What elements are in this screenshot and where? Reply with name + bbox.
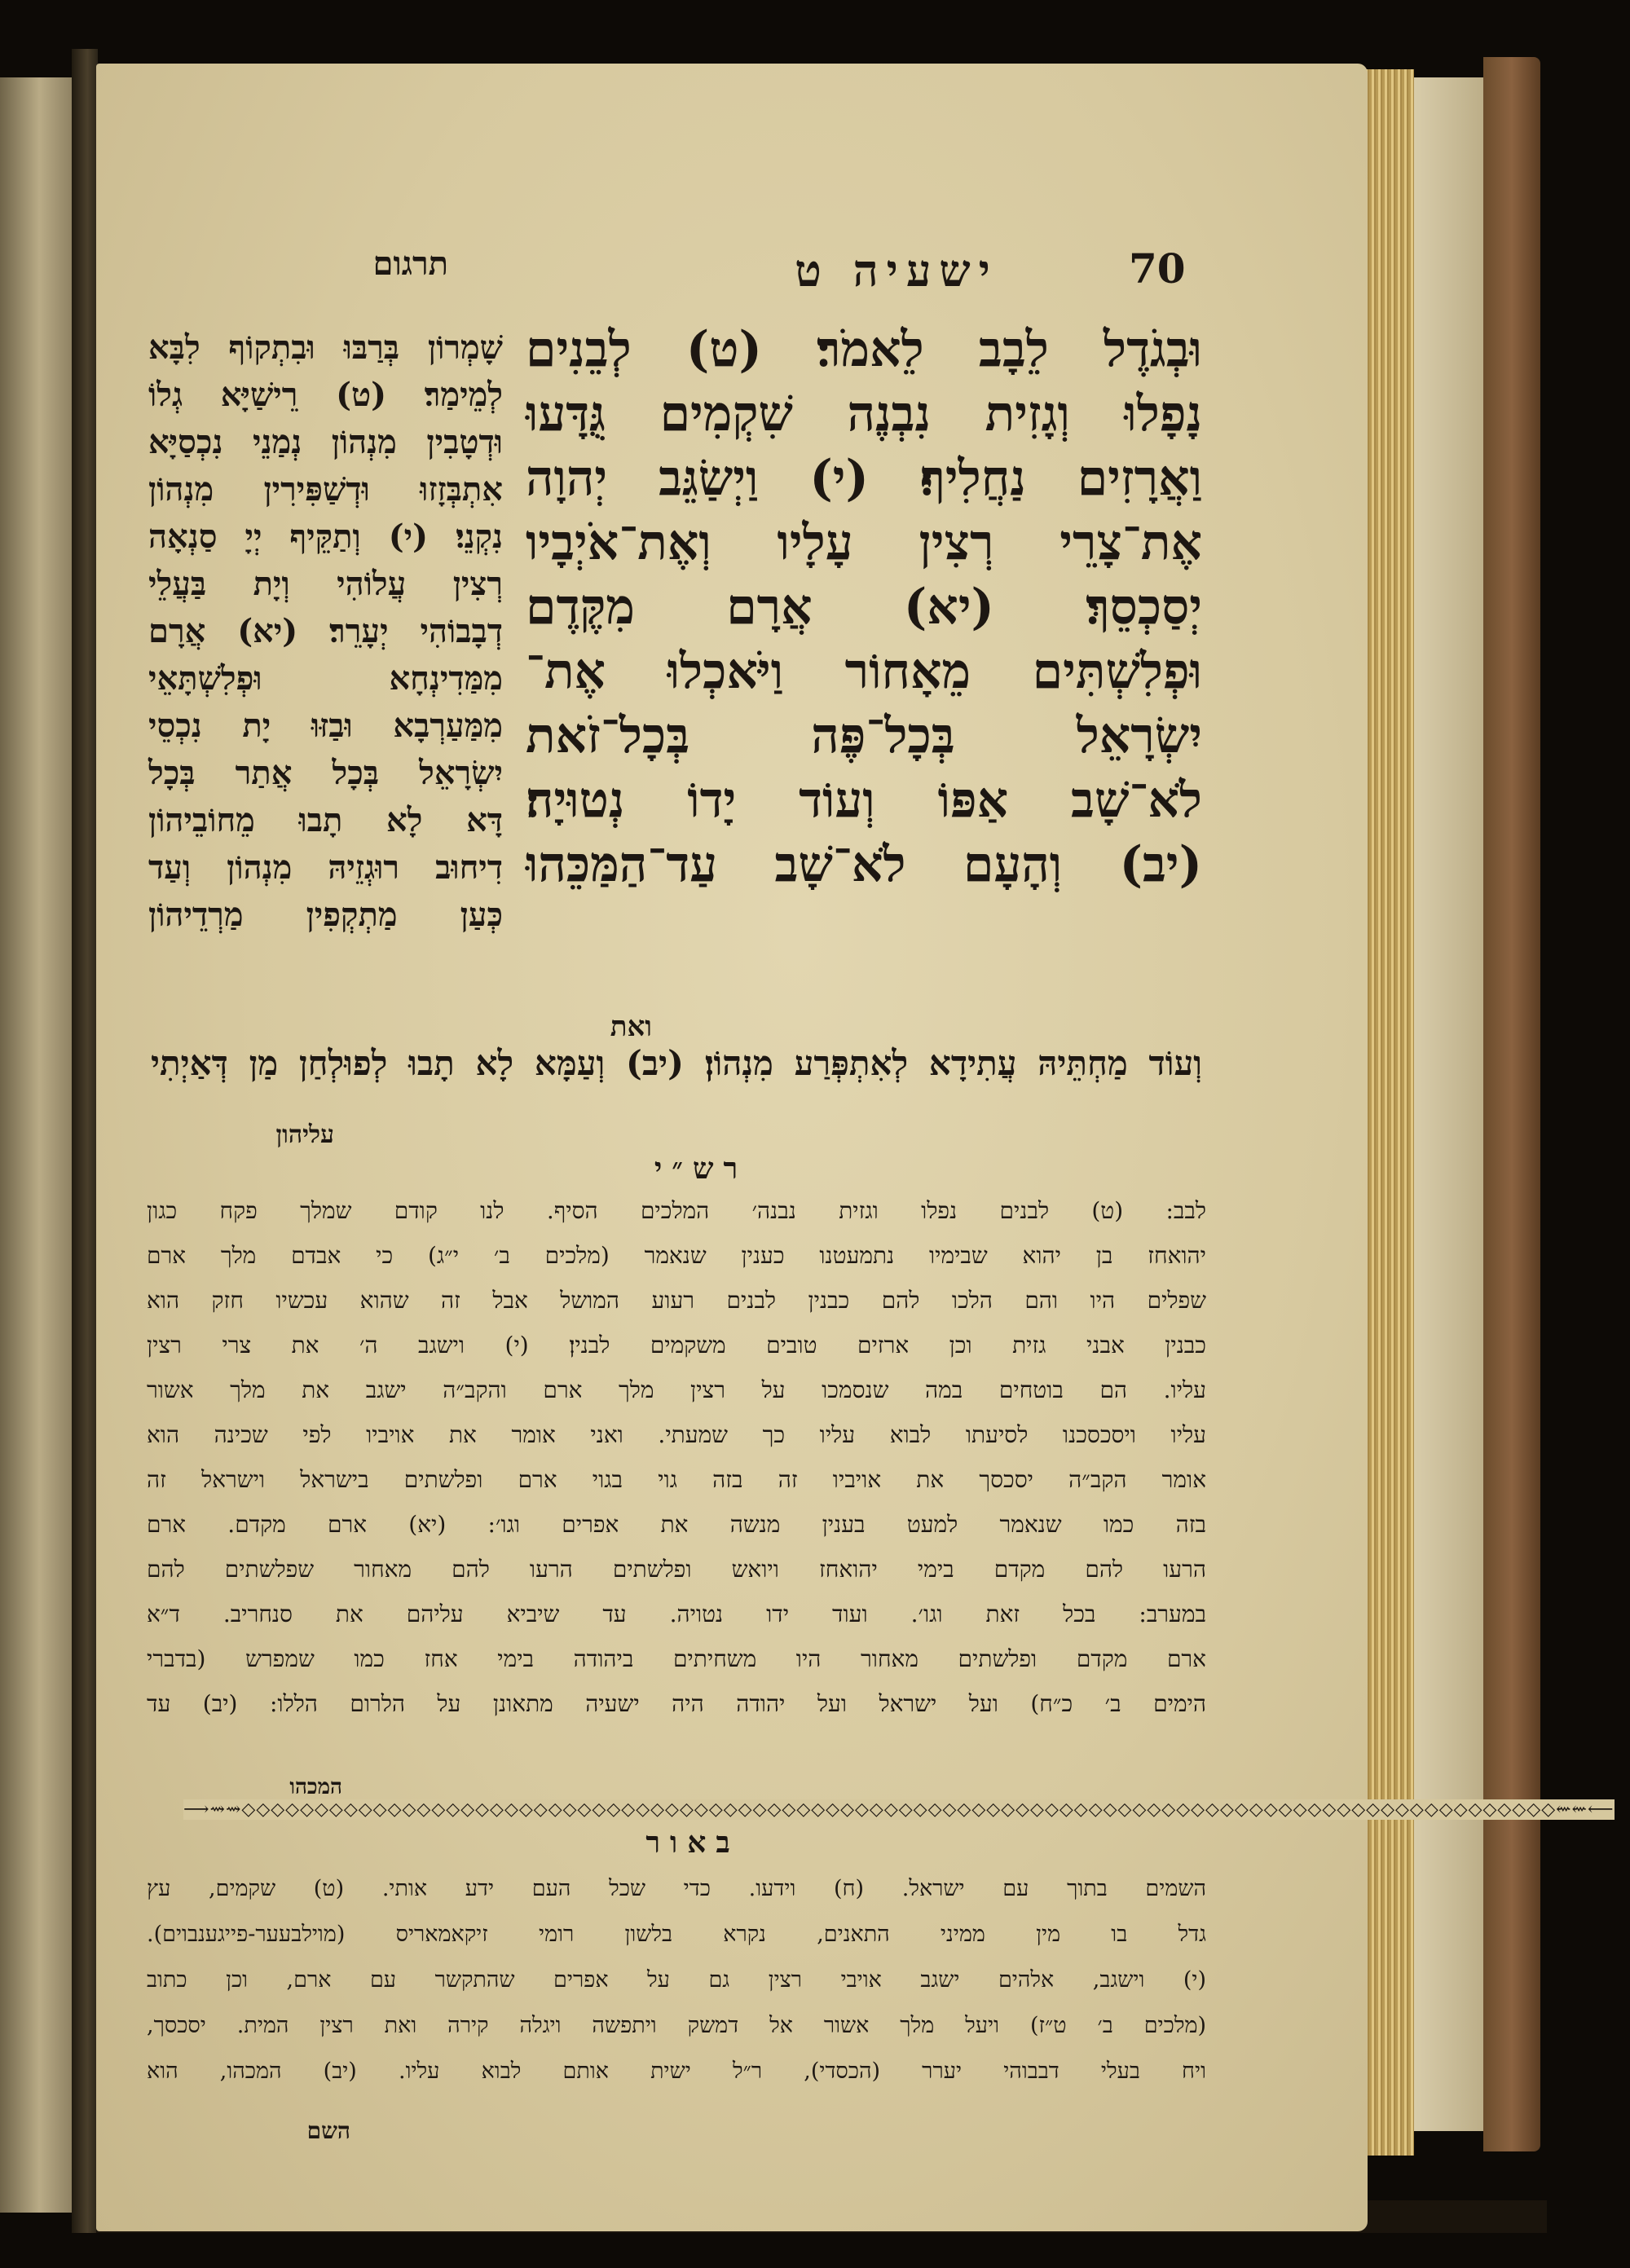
page-number: 70 xyxy=(1129,244,1186,293)
rashi-line: הימים ב׳ כ״ח) ועל ישראל ועל יהודה היה ישעיה מתאונן על הלרום הללו: (יב) עד xyxy=(147,1690,1206,1717)
targum-line: וּדְטָבִין מִנְהוֹן נְמַנֵי נִכְסַיָּא xyxy=(148,423,503,461)
scripture-line: (יב) וְהָעָם לֹא־שָׁב עַד־הַמַּכֵּהוּ xyxy=(526,836,1202,893)
rashi-line: ארם מקדם ופלשתים מאחור היו משחיתים ביהודה בימי אחז כמו שמפרש (בדברי xyxy=(147,1645,1206,1672)
book-cover xyxy=(1483,57,1540,2151)
book-title: ישעיה ט xyxy=(795,244,998,297)
book-gutter xyxy=(72,49,98,2233)
targum-line: דִיחוּב רוּגְזֵיהּ מִנְהוֹן וְעַד xyxy=(148,848,503,887)
biur-heading: באור xyxy=(645,1825,740,1860)
scripture-catchword: ואת xyxy=(610,1011,652,1043)
ornamental-divider xyxy=(183,1799,1615,1821)
scripture-line: אֶת־צָרֵי רְצִין עָלָיו וְאֶת־אֹיְבָיו xyxy=(526,514,1202,571)
scripture-line: לֹא־שָׁב אַפּוֹ וְעוֹד יָדוֹ נְטוּיָה׃ xyxy=(526,772,1202,829)
facing-page-edge xyxy=(0,77,72,2213)
rashi-line: בזה כמו שנאמר למעט בענין מנשה את אפרים וגו׳: (יא) ארם מקדם. ארם xyxy=(147,1511,1206,1538)
rashi-line: הרעו להם מקדם בימי יהואחז ויואש ופלשתים הרעו להם מאחור שפלשתים להם xyxy=(147,1556,1206,1583)
biur-line: גדל בו מין ממיני התאנים, נקרא בלשון רומי זיקאמאריס (מוילבעער-פייגענבוים). xyxy=(147,1922,1206,1947)
targum-line: מִמַּעַרְבָא וּבַזּוּ יָת נִכְסֵי xyxy=(148,707,503,745)
biur-line: (מלכים ב׳ ט״ז) ויעל מלך אשור אל דמשק ויתפשה ויגלה קירה ואת רצין המית. יסכסך, xyxy=(147,2013,1206,2038)
targum-line: יִשְׂרָאֵל בְּכָל אֲתַר בְּכָל xyxy=(148,754,503,792)
targum-column xyxy=(148,324,503,939)
rashi-line: לבב: (ט) לבנים נפלו וגזית נבנה׳ המלכים הסיף. לנו קודם שמלך פקח כגון xyxy=(147,1197,1206,1224)
biur-line: (י) וישגב, אלהים ישגב אויבי רצין גם על אפרים שהתקשר עם ארם, וכן כתוב xyxy=(147,1967,1206,1993)
rashi-line: יהואחז בן יהוא שבימיו נתמעטנו כענין שנאמר (מלכים ב׳ י״ג) כי אבדם מלך ארם xyxy=(147,1242,1206,1269)
rashi-catchword: המכהו xyxy=(289,1775,342,1799)
scripture-column xyxy=(526,318,1202,897)
biur-catchword: השם xyxy=(306,2117,350,2144)
targum-line: אִתְבְּזָזוּ וּדְשַׁפִּירִין מִנְהוֹן xyxy=(148,470,503,509)
scripture-line: וּפְלִשְׁתִּים מֵאָחוֹר וַיֹּאכְלוּ אֶת־ xyxy=(526,643,1202,700)
targum-line: רְצִין עֲלוֹהִי וְיָת בַּעֲלֵי xyxy=(148,565,503,603)
rashi-commentary xyxy=(147,1188,1206,1726)
divider-ornament: ⟶⇝⇝◇◇◇◇◇◇◇◇◇◇◇◇◇◇◇◇◇◇◇◇◇◇◇◇◇◇◇◇◇◇◇◇◇◇◇◇◇◇◇◇◇◇◇◇◇◇◇◇◇◇◇◇◇◇◇◇◇◇◇◇◇◇◇◇◇◇◇◇◇◇◇◇◇◇◇◇◇◇◇◇◇◇◇◇◇◇◇◇◇◇⇜⇜⟵ xyxy=(183,1799,1615,1820)
biur-line: השמים בתוך עם ישראל. (ח) וידעו. כדי שכל העם ידע אותי. (ט) שקמים, עץ xyxy=(147,1876,1206,1901)
page-block-edge xyxy=(1414,77,1483,2131)
scripture-line: יִשְׂרָאֵל בְּכָל־פֶּה בְּכָל־זֹאת xyxy=(526,707,1202,764)
rashi-heading: רש״י xyxy=(654,1152,748,1186)
targum-line: דְבָבוֹהִי יְעָרֵר׃ (יא) אֲרָם xyxy=(148,612,503,650)
rashi-line: עליו ויסכסכנו לסיעתו לבוא עליו כך שמעתי. ואני אומר את אויביו לפי שכינה הוא xyxy=(147,1421,1206,1448)
rashi-line: כבנין אבני גזית וכן ארזים טובים משקמים לבנין׃ (י) וישגב ה׳ את צרי רצין xyxy=(147,1332,1206,1359)
targum-title: תרגום xyxy=(372,244,448,283)
targum-catchword: עליהון xyxy=(275,1121,334,1149)
biur-commentary xyxy=(147,1866,1206,2094)
targum-line: לְמֵימַר׃ (ט) רֵישַׁיָּא גְלוֹ xyxy=(148,376,503,414)
targum-line: נִקְנֵי׃ (י) וְתַקֵּיף יְיָ סַנְאָה xyxy=(148,517,503,556)
targum-line: דָּא לָא תָבוּ מֵחוֹבֵיהוֹן xyxy=(148,801,503,839)
rashi-line: שפלים היו והם הלכו להם כבנין לבנים רעוע המושל אבל זה שהוא עכשיו חזק הוא xyxy=(147,1287,1206,1314)
targum-full-width-line: וְעוֹד מַחְתֵּיהּ עֲתִידָא לְאִתְפְּרַע מִנְהוֹן׃ (יב) וְעַמָּא לָא תָבוּ לְפוּלְחַן מַן דְּאַיְתִי xyxy=(151,1043,1202,1083)
scripture-line: וּבְגֹדֶל לֵבָב לֵאמֹר׃ (ט) לְבֵנִים xyxy=(526,321,1202,378)
scripture-line: יְסַכְסֵךְ׃ (יא) אֲרָם מִקֶּדֶם xyxy=(526,579,1202,636)
scripture-line: וַאֲרָזִים נַחֲלִיף׃ (י) וַיְשַׂגֵּב יְהוָה xyxy=(526,450,1202,507)
biur-line: ויח בעלי דבבוהי יערר (הכסדי), ר״ל ישית אותם לבוא עליו. (יב) המכהו, הוא xyxy=(147,2059,1206,2084)
targum-line: מִמַּדִינְחָא וּפְלִשְׁתָּאֵי xyxy=(148,659,503,698)
targum-line: שָׁמְרוֹן בְּרַבּוּ וּבִתְקוֹף לִבָּא xyxy=(148,328,503,367)
targum-line: כְּעַן מַתְקְפִין מַרְדֵיהוֹן xyxy=(148,896,503,934)
scripture-line: נָפָלוּ וְגָזִית נִבְנֶה שִׁקְמִים גֻּדָּעוּ xyxy=(526,385,1202,443)
rashi-line: עליו. הם בוטחים במה שנסמכו על רצין מלך ארם והקב״ה ישגב את מלך אשור xyxy=(147,1376,1206,1403)
rashi-line: אומר הקב״ה יסכסך את אויביו זה בזה גוי בגוי ארם ופלשתים בישראל וישראל זה xyxy=(147,1466,1206,1493)
rashi-line: במערב: בכל זאת וגו׳. ועוד ידו נטויה. עד שיביא עליהם את סנחריב. ד״א xyxy=(147,1601,1206,1627)
